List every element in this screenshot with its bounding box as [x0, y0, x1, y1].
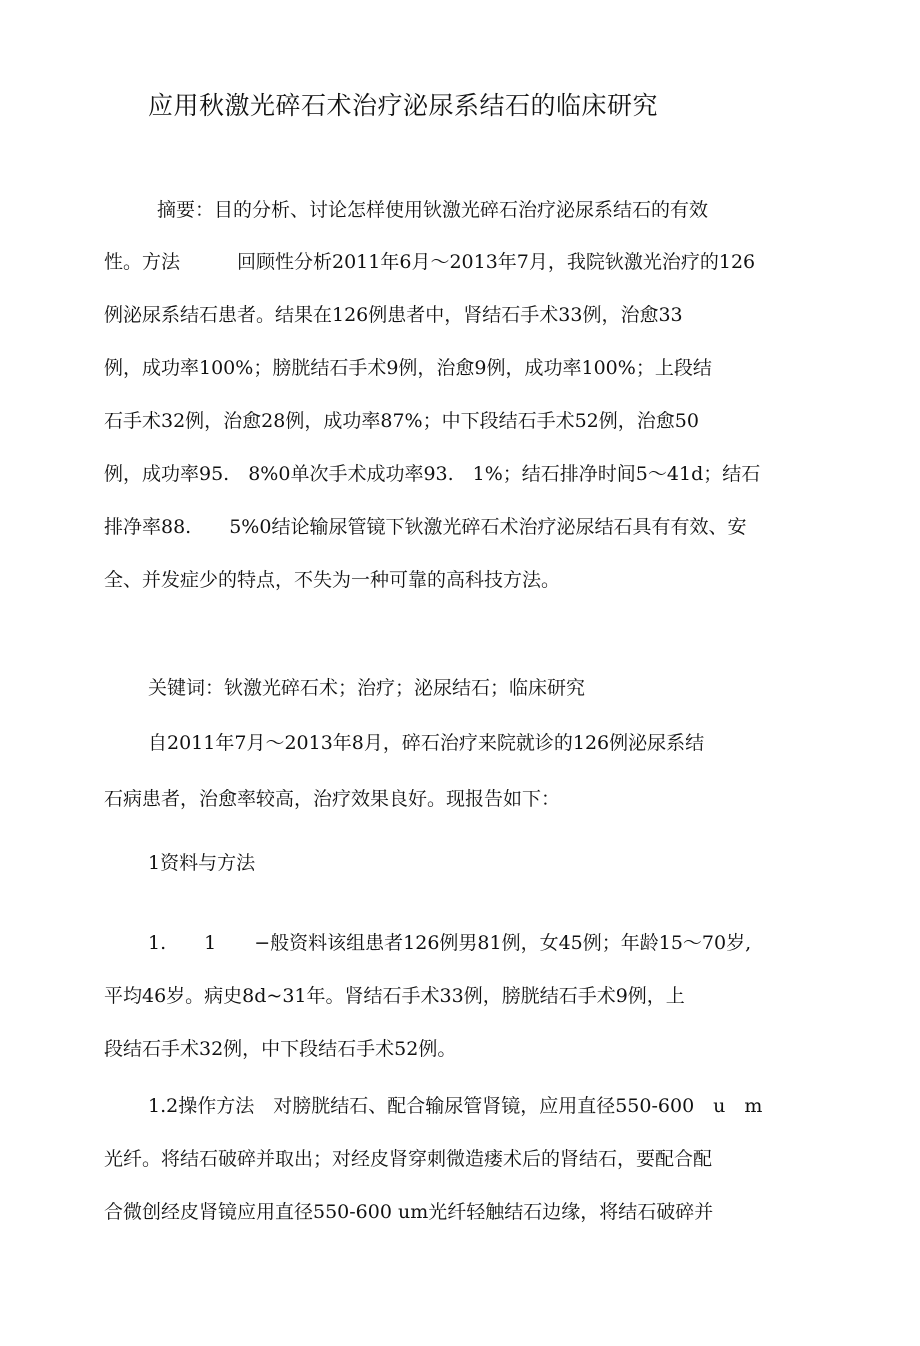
abstract-line-7: 排净率88. 5%0结论输尿管镜下钬激光碎石术治疗泌尿结石具有有效、安: [104, 516, 747, 538]
keywords-line: 关键词：钬激光碎石术；治疗；泌尿结石；临床研究: [148, 677, 586, 699]
abstract-line-4: 例，成功率100%；膀胱结石手术9例，治愈9例，成功率100%；上段结: [104, 357, 712, 379]
abstract-line-1: 摘要：目的分析、讨论怎样使用钬激光碎石治疗泌尿系结石的有效: [157, 199, 709, 221]
page-title: 应用秋激光碎石术治疗泌尿系结石的临床研究: [148, 91, 659, 120]
general-info-line-3: 段结石手术32例，中下段结石手术52例。: [104, 1038, 457, 1060]
abstract-line-6: 例，成功率95. 8%0单次手术成功率93. 1%；结石排净时间5〜41d；结石: [104, 463, 761, 485]
general-info-line-1: 1. 1 −般资料该组患者126例男81例，女45例；年龄15〜70岁,: [148, 932, 752, 954]
method-line-3: 合微创经皮肾镜应用直径550-600 um光纤轻触结石边缘，将结石破碎并: [104, 1201, 714, 1223]
method-line-1: 1.2操作方法 对膀胱结石、配合输尿管肾镜，应用直径550-600 u m: [148, 1095, 763, 1117]
intro-line-1: 自2011年7月〜2013年8月，碎石治疗来院就诊的126例泌尿系结: [148, 732, 705, 754]
intro-line-2: 石病患者，治愈率较高，治疗效果良好。现报告如下：: [104, 788, 561, 810]
general-info-line-2: 平均46岁。病史8d~31年。肾结石手术33例，膀胱结石手术9例，上: [104, 985, 685, 1007]
method-line-2: 光纤。将结石破碎并取出；对经皮肾穿刺微造瘘术后的肾结石，要配合配: [104, 1148, 713, 1170]
abstract-line-5: 石手术32例，治愈28例，成功率87%；中下段结石手术52例，治愈50: [104, 410, 699, 432]
abstract-line-3: 例泌尿系结石患者。结果在126例患者中，肾结石手术33例，治愈33: [104, 304, 683, 326]
abstract-line-8: 全、并发症少的特点，不失为一种可靠的高科技方法。: [104, 569, 561, 591]
section-heading: 1资料与方法: [148, 852, 256, 874]
abstract-line-2: 性。方法 回顾性分析2011年6月〜2013年7月，我院钬激光治疗的126: [104, 251, 756, 273]
